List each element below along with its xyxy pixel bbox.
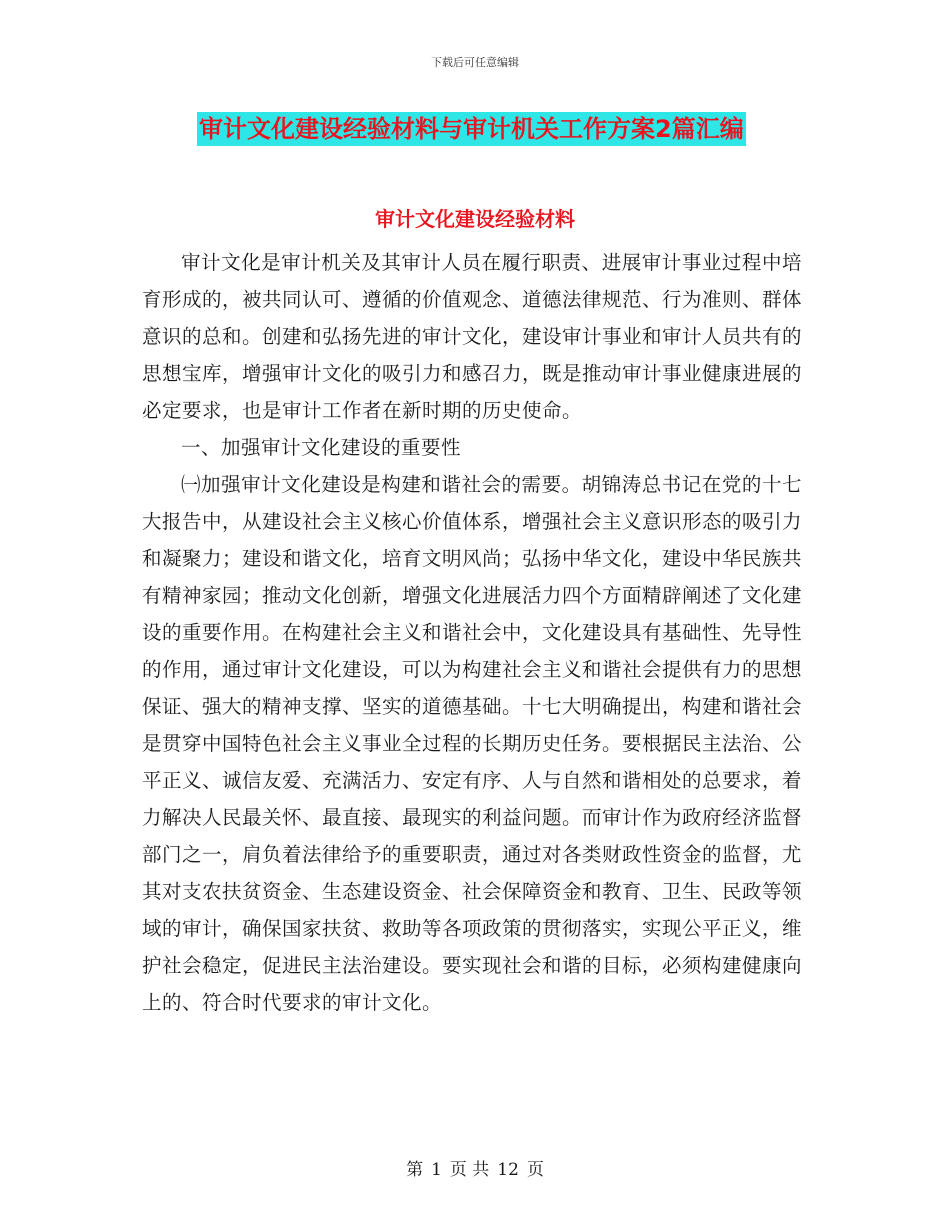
- footer-mid: 页 共: [449, 1160, 490, 1180]
- document-body: [142, 244, 802, 1021]
- header-note: 下载后可任意编辑: [431, 56, 519, 69]
- footer-suffix: 页: [526, 1160, 544, 1180]
- footer-page-number: 1: [431, 1160, 442, 1180]
- page-footer: [0, 1155, 950, 1180]
- paragraph-heading-1: 一、加强审计文化建设的重要性: [181, 436, 462, 459]
- document-title: 审计文化建设经验材料与审计机关工作方案2篇汇编: [197, 112, 746, 146]
- section-title: 审计文化建设经验材料: [375, 207, 575, 231]
- paragraph-intro: 审计文化是审计机关及其审计人员在履行职责、进展审计事业过程中培育形成的，被共同认可、遵循的价值观念、道德法律规范、行为准则、群体意识的总和。创建和弘扬先进的审计文化，建设审计事业和审计人员共有的思想宝库，增强审计文化的吸引力和感召力，既是推动审计事业健康进展的必定要求，也是审计工作者在新时期的历史使命。: [142, 251, 803, 422]
- paragraph-1-1: ㈠加强审计文化建设是构建和谐社会的需要。胡锦涛总书记在党的十七大报告中，从建设社会主义核心价值体系，增强社会主义意识形态的吸引力和凝聚力；建设和谐文化，培育文明风尚；弘扬中华文化，建设中华民族共有精神家园；推动文化创新，增强文化进展活力四个方面精辟阐述了文化建设的重要作用。在构建社会主义和谐社会中，文化建设具有基础性、先导性的作用，通过审计文化建设，可以为构建社会主义和谐社会提供有力的思想保证、强大的精神支撑、坚实的道德基础。十七大明确提出，构建和谐社会是贯穿中国特色社会主义事业全过程的长期历史任务。要根据民主法治、公平正义、诚信友爱、充满活力、安定有序、人与自然和谐相处的总要求，着力解决人民最关怀、最直接、最现实的利益问题。而审计作为政府经济监督部门之一，肩负着法律给予的重要职责，通过对各类财政性资金的监督，尤其对支农扶贫资金、生态建设资金、社会保障资金和教育、卫生、民政等领域的审计，确保国家扶贫、救助等各项政策的贯彻落实，实现公平正义，维护社会稳定，促进民主法治建设。要实现社会和谐的目标，必须构建健康向上的、符合时代要求的审计文化。: [142, 473, 803, 1014]
- footer-prefix: 第: [406, 1160, 424, 1180]
- footer-page-total: 12: [497, 1160, 519, 1180]
